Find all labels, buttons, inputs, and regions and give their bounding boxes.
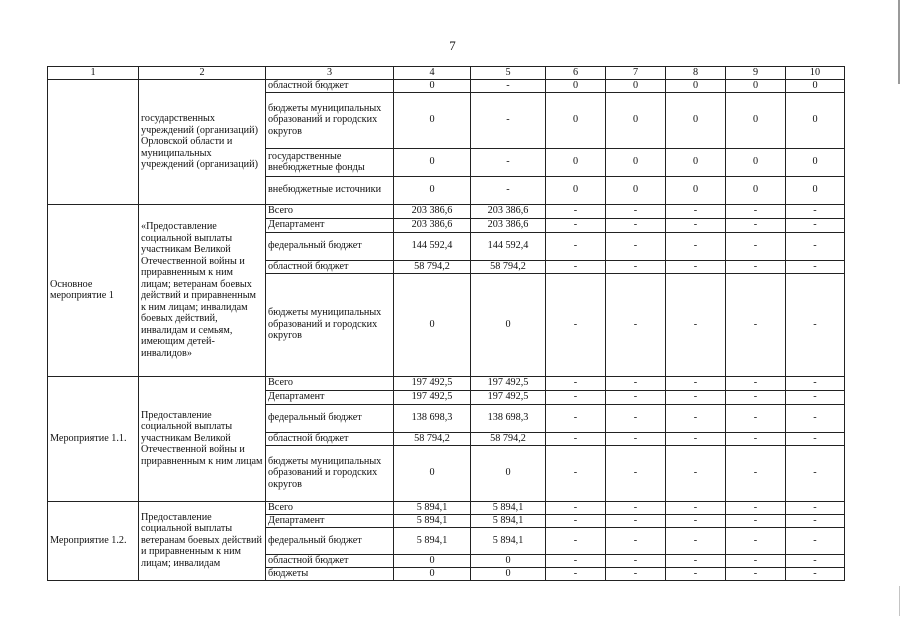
measure-cell: [48, 80, 139, 205]
value-cell: -: [786, 514, 845, 527]
value-cell: 0: [394, 80, 471, 93]
value-cell: -: [786, 260, 845, 273]
column-header: 6: [546, 67, 606, 80]
value-cell: 0: [546, 80, 606, 93]
value-cell: 144 592,4: [394, 232, 471, 260]
value-cell: 5 894,1: [394, 527, 471, 554]
value-cell: 0: [726, 92, 786, 148]
funding-source: бюджеты муниципальных образований и городских округов: [266, 445, 394, 501]
column-header: 9: [726, 67, 786, 80]
column-header: 2: [139, 67, 266, 80]
value-cell: -: [666, 232, 726, 260]
value-cell: 0: [471, 273, 546, 376]
funding-source: внебюджетные источники: [266, 176, 394, 204]
value-cell: 0: [786, 176, 845, 204]
value-cell: -: [666, 527, 726, 554]
value-cell: 138 698,3: [471, 404, 546, 432]
value-cell: 138 698,3: [394, 404, 471, 432]
value-cell: -: [546, 527, 606, 554]
value-cell: -: [666, 404, 726, 432]
value-cell: -: [666, 260, 726, 273]
value-cell: -: [546, 218, 606, 232]
value-cell: 197 492,5: [394, 390, 471, 404]
value-cell: -: [726, 273, 786, 376]
value-cell: 5 894,1: [471, 527, 546, 554]
funding-table: [47, 66, 845, 581]
value-cell: -: [606, 232, 666, 260]
value-cell: 203 386,6: [394, 204, 471, 218]
value-cell: -: [786, 218, 845, 232]
value-cell: -: [606, 390, 666, 404]
funding-source: областной бюджет: [266, 260, 394, 273]
funding-source: бюджеты: [266, 567, 394, 580]
value-cell: -: [786, 432, 845, 445]
value-cell: -: [726, 218, 786, 232]
measure-description: Предоставление социальной выплаты участникам Великой Отечественной войны и приравненным к ним лицам: [139, 376, 266, 501]
funding-source: Департамент: [266, 218, 394, 232]
value-cell: -: [666, 376, 726, 390]
value-cell: -: [606, 432, 666, 445]
funding-source: федеральный бюджет: [266, 404, 394, 432]
value-cell: 144 592,4: [471, 232, 546, 260]
value-cell: 197 492,5: [394, 376, 471, 390]
value-cell: 197 492,5: [471, 390, 546, 404]
column-header: 4: [394, 67, 471, 80]
value-cell: 0: [786, 148, 845, 176]
value-cell: -: [726, 501, 786, 514]
value-cell: -: [786, 527, 845, 554]
value-cell: -: [726, 204, 786, 218]
value-cell: -: [606, 218, 666, 232]
measure-cell: Мероприятие 1.2.: [48, 501, 139, 580]
value-cell: 0: [606, 92, 666, 148]
value-cell: -: [606, 260, 666, 273]
funding-source: федеральный бюджет: [266, 232, 394, 260]
value-cell: 0: [546, 92, 606, 148]
value-cell: -: [546, 514, 606, 527]
funding-source: областной бюджет: [266, 80, 394, 93]
value-cell: -: [786, 404, 845, 432]
value-cell: 0: [546, 176, 606, 204]
value-cell: 0: [606, 148, 666, 176]
value-cell: -: [786, 554, 845, 567]
table-row: [48, 204, 845, 218]
value-cell: -: [606, 554, 666, 567]
value-cell: 0: [471, 567, 546, 580]
funding-source: Департамент: [266, 514, 394, 527]
value-cell: -: [546, 501, 606, 514]
funding-source: Всего: [266, 204, 394, 218]
value-cell: -: [666, 204, 726, 218]
value-cell: -: [606, 273, 666, 376]
value-cell: -: [726, 432, 786, 445]
value-cell: -: [546, 432, 606, 445]
value-cell: -: [606, 501, 666, 514]
value-cell: 0: [394, 148, 471, 176]
value-cell: 0: [726, 80, 786, 93]
value-cell: -: [606, 527, 666, 554]
value-cell: 0: [394, 273, 471, 376]
value-cell: 5 894,1: [471, 514, 546, 527]
value-cell: -: [606, 376, 666, 390]
value-cell: 0: [666, 80, 726, 93]
value-cell: -: [726, 404, 786, 432]
value-cell: -: [546, 232, 606, 260]
value-cell: -: [726, 232, 786, 260]
value-cell: -: [726, 390, 786, 404]
value-cell: -: [726, 260, 786, 273]
value-cell: -: [786, 204, 845, 218]
value-cell: -: [726, 554, 786, 567]
funding-source: областной бюджет: [266, 554, 394, 567]
value-cell: -: [471, 176, 546, 204]
value-cell: -: [471, 80, 546, 93]
funding-source: бюджеты муниципальных образований и городских округов: [266, 273, 394, 376]
value-cell: 0: [726, 176, 786, 204]
column-header: 10: [786, 67, 845, 80]
value-cell: -: [606, 204, 666, 218]
value-cell: -: [786, 376, 845, 390]
value-cell: 0: [786, 92, 845, 148]
value-cell: -: [471, 148, 546, 176]
value-cell: -: [666, 554, 726, 567]
value-cell: 5 894,1: [394, 501, 471, 514]
value-cell: -: [546, 273, 606, 376]
scan-edge-mark: [898, 0, 900, 84]
value-cell: 58 794,2: [471, 260, 546, 273]
value-cell: -: [546, 554, 606, 567]
value-cell: 0: [666, 148, 726, 176]
table-row: [48, 80, 845, 93]
value-cell: -: [666, 445, 726, 501]
value-cell: -: [546, 260, 606, 273]
value-cell: -: [666, 273, 726, 376]
value-cell: 0: [471, 445, 546, 501]
value-cell: -: [666, 218, 726, 232]
value-cell: -: [786, 567, 845, 580]
value-cell: 0: [394, 176, 471, 204]
column-header: 8: [666, 67, 726, 80]
value-cell: -: [546, 567, 606, 580]
value-cell: 0: [666, 176, 726, 204]
value-cell: 0: [546, 148, 606, 176]
value-cell: -: [546, 445, 606, 501]
scan-edge-mark-lower: [899, 586, 900, 616]
measure-cell: Мероприятие 1.1.: [48, 376, 139, 501]
value-cell: -: [666, 514, 726, 527]
funding-source: государственные внебюджетные фонды: [266, 148, 394, 176]
value-cell: 0: [726, 148, 786, 176]
value-cell: -: [471, 92, 546, 148]
table-row: [48, 376, 845, 390]
value-cell: 0: [394, 92, 471, 148]
value-cell: -: [666, 390, 726, 404]
column-header: 7: [606, 67, 666, 80]
table-row: [48, 501, 845, 514]
column-number-row: [48, 67, 845, 80]
value-cell: 0: [786, 80, 845, 93]
value-cell: 0: [606, 80, 666, 93]
value-cell: 58 794,2: [394, 432, 471, 445]
value-cell: -: [606, 567, 666, 580]
value-cell: -: [786, 273, 845, 376]
value-cell: 0: [394, 567, 471, 580]
value-cell: -: [786, 445, 845, 501]
value-cell: -: [546, 204, 606, 218]
funding-source: Всего: [266, 501, 394, 514]
measure-cell: Основное мероприятие 1: [48, 204, 139, 376]
value-cell: -: [726, 376, 786, 390]
value-cell: 5 894,1: [394, 514, 471, 527]
value-cell: 0: [666, 92, 726, 148]
funding-source: бюджеты муниципальных образований и городских округов: [266, 92, 394, 148]
column-header: 3: [266, 67, 394, 80]
value-cell: -: [606, 445, 666, 501]
value-cell: 197 492,5: [471, 376, 546, 390]
value-cell: 0: [394, 445, 471, 501]
value-cell: 0: [606, 176, 666, 204]
value-cell: -: [786, 501, 845, 514]
value-cell: 58 794,2: [394, 260, 471, 273]
funding-source: федеральный бюджет: [266, 527, 394, 554]
funding-source: Департамент: [266, 390, 394, 404]
value-cell: 203 386,6: [471, 218, 546, 232]
funding-source: областной бюджет: [266, 432, 394, 445]
value-cell: -: [666, 567, 726, 580]
value-cell: -: [726, 445, 786, 501]
value-cell: -: [786, 232, 845, 260]
value-cell: 0: [394, 554, 471, 567]
measure-description: «Предоставление социальной выплаты участникам Великой Отечественной войны и приравненным к ним лицам; ветеранам боевых действий и приравненным к ним лицам; инвалидам боевых действий, инвалидам и семьям, имеющим детей-инвалидов»: [139, 204, 266, 376]
value-cell: 5 894,1: [471, 501, 546, 514]
measure-description: государственных учреждений (организаций) Орловской области и муниципальных учреждений (организаций): [139, 80, 266, 205]
value-cell: -: [726, 567, 786, 580]
value-cell: -: [546, 390, 606, 404]
value-cell: -: [666, 501, 726, 514]
funding-source: Всего: [266, 376, 394, 390]
value-cell: -: [726, 527, 786, 554]
value-cell: -: [666, 432, 726, 445]
value-cell: -: [546, 376, 606, 390]
value-cell: 58 794,2: [471, 432, 546, 445]
value-cell: 0: [471, 554, 546, 567]
value-cell: -: [786, 390, 845, 404]
value-cell: -: [546, 404, 606, 432]
value-cell: -: [726, 514, 786, 527]
column-header: 1: [48, 67, 139, 80]
page-number: 7: [449, 38, 456, 53]
value-cell: 203 386,6: [394, 218, 471, 232]
value-cell: -: [606, 404, 666, 432]
value-cell: -: [606, 514, 666, 527]
value-cell: 203 386,6: [471, 204, 546, 218]
column-header: 5: [471, 67, 546, 80]
measure-description: Предоставление социальной выплаты ветеранам боевых действий и приравненным к ним лицам; инвалидам: [139, 501, 266, 580]
